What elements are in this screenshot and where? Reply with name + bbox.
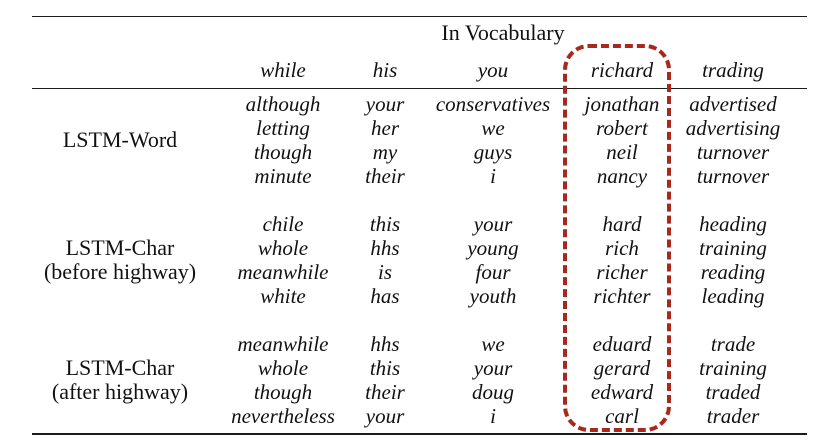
neighbor-word: their <box>365 380 405 404</box>
model-label-line: LSTM-Word <box>62 127 178 152</box>
model-label <box>63 128 177 152</box>
neighbor-word: chile <box>262 212 304 236</box>
neighbor-word: edward <box>590 380 654 404</box>
neighbor-word: i <box>490 404 496 428</box>
neighbor-word: trade <box>710 332 756 356</box>
neighbor-word: robert <box>596 116 648 140</box>
column-header-you: you <box>477 58 509 82</box>
neighbor-word: this <box>369 212 401 236</box>
neighbor-word: youth <box>469 284 517 308</box>
neighbor-word: has <box>370 284 400 308</box>
neighbor-word: advertised <box>689 92 777 116</box>
neighbor-word: my <box>372 140 398 164</box>
neighbor-word: though <box>253 380 313 404</box>
column-header-while: while <box>260 58 306 82</box>
neighbor-word: neil <box>606 140 638 164</box>
model-label-line: (after highway) <box>51 379 189 404</box>
neighbor-word: although <box>245 92 321 116</box>
neighbor-word: turnover <box>696 164 770 188</box>
neighbor-word: carl <box>605 404 639 428</box>
neighbor-word: training <box>699 236 767 260</box>
neighbor-word: meanwhile <box>237 260 329 284</box>
neighbor-word: your <box>473 356 513 380</box>
neighbor-word: guys <box>473 140 513 164</box>
neighbor-word: meanwhile <box>237 332 329 356</box>
model-label-line: LSTM-Char <box>65 355 175 380</box>
model-label-line: LSTM-Char <box>65 235 175 260</box>
neighbor-word: four <box>475 260 511 284</box>
neighbor-word: is <box>377 260 393 284</box>
neighbor-word: richter <box>593 284 651 308</box>
neighbor-word: your <box>365 92 405 116</box>
model-label <box>44 236 196 284</box>
neighbor-word: nevertheless <box>231 404 335 428</box>
neighbor-word: letting <box>256 116 310 140</box>
neighbor-word: hhs <box>370 236 400 260</box>
neighbor-word: white <box>260 284 306 308</box>
neighbor-word: their <box>365 164 405 188</box>
neighbor-word: traded <box>705 380 761 404</box>
neighbor-word: richer <box>596 260 648 284</box>
neighbor-word: jonathan <box>584 92 660 116</box>
neighbor-word: nancy <box>596 164 648 188</box>
neighbor-word: we <box>481 116 505 140</box>
column-header-richard: richard <box>590 58 654 82</box>
neighbor-word: heading <box>699 212 767 236</box>
neighbor-word: whole <box>257 236 309 260</box>
neighbor-word: reading <box>700 260 766 284</box>
neighbor-word: minute <box>254 164 312 188</box>
neighbor-word: her <box>371 116 399 140</box>
neighbor-word: whole <box>257 356 309 380</box>
neighbor-word: your <box>365 404 405 428</box>
neighbor-word: we <box>481 332 505 356</box>
neighbor-word: hard <box>602 212 642 236</box>
neighbor-word: gerard <box>593 356 651 380</box>
column-header-trading: trading <box>702 58 764 82</box>
neighbor-word: training <box>699 356 767 380</box>
neighbor-word: leading <box>701 284 765 308</box>
neighbor-word: trader <box>706 404 760 428</box>
table-top-rule <box>32 16 807 17</box>
neighbor-word: conservatives <box>435 92 551 116</box>
neighbor-word: i <box>490 164 496 188</box>
neighbor-word: advertising <box>685 116 781 140</box>
table-header-rule <box>32 88 807 89</box>
neighbor-word: though <box>253 140 313 164</box>
neighbor-word: young <box>467 236 519 260</box>
column-header-his: his <box>372 58 398 82</box>
table-header-group: In Vocabulary <box>441 20 565 45</box>
table-bottom-rule <box>32 433 807 435</box>
neighbor-word: turnover <box>696 140 770 164</box>
neighbor-word: rich <box>605 236 639 260</box>
neighbor-word: this <box>369 356 401 380</box>
neighbor-word: eduard <box>592 332 652 356</box>
model-label-line: (before highway) <box>43 259 197 284</box>
neighbor-word: your <box>473 212 513 236</box>
model-label <box>52 356 188 404</box>
neighbor-word: hhs <box>370 332 400 356</box>
neighbor-word: doug <box>472 380 514 404</box>
